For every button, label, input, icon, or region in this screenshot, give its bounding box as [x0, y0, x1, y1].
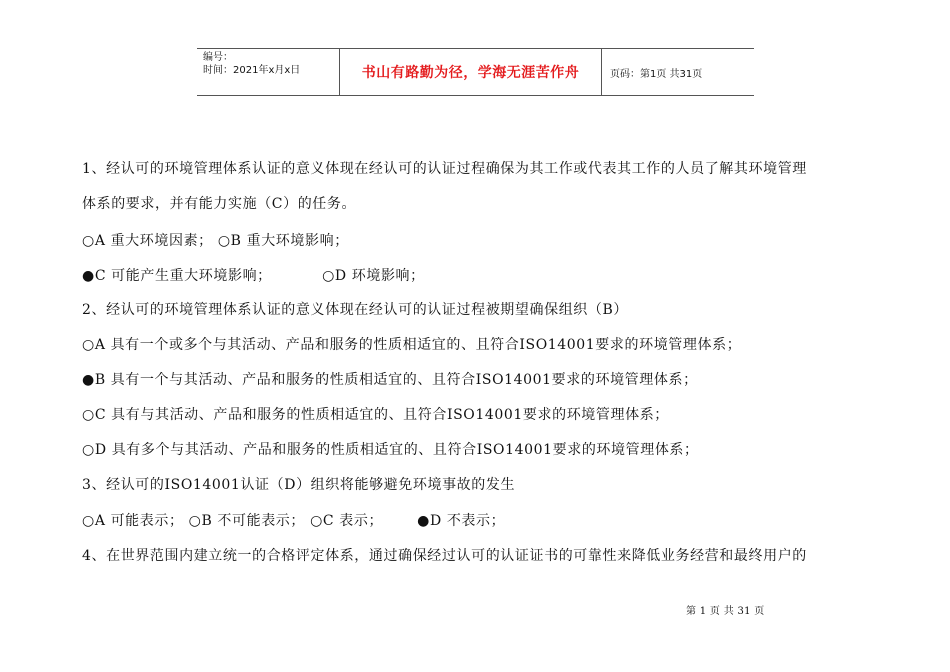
motto-text: 书山有路勤为径，学海无涯苦作舟	[361, 65, 580, 81]
number-label: 编号：	[203, 52, 233, 63]
option-q1-a: ○A 重大环境因素；	[82, 233, 213, 249]
option-q2-a: ○A 具有一个或多个与其活动、产品和服务的性质相适宜的、且符合ISO14001要求的环境管理体系；	[82, 337, 742, 353]
question-2: 2、经认可的环境管理体系认证的意义体现在经认可的认证过程被期望确保组织（B）	[82, 302, 628, 318]
option-q3-d: ●D 不表示；	[417, 513, 506, 529]
option-q3-a: ○A 可能表示；	[82, 513, 184, 529]
header-motto-cell	[340, 49, 602, 95]
question-1-options-row-2	[82, 265, 425, 285]
option-q1-b: ○B 重大环境影响；	[217, 233, 349, 249]
question-3-options-row	[82, 510, 505, 530]
time-label: 时间：2021年x月x日	[203, 65, 301, 76]
question-1-options-row-1	[82, 230, 349, 250]
option-q2-b: ●B 具有一个与其活动、产品和服务的性质相适宜的、且符合ISO14001要求的环境管理体系；	[82, 372, 698, 388]
question-3: 3、经认可的ISO14001认证（D）组织将能够避免环境事故的发生	[82, 477, 516, 493]
question-4: 4、在世界范围内建立统一的合格评定体系，通过确保经过认可的认证证书的可靠性来降低业务经营和最终用户的	[82, 548, 807, 564]
question-1-line-1: 1、经认可的环境管理体系认证的意义体现在经认可的认证过程确保为其工作或代表其工作的人员了解其环境管理	[82, 161, 807, 177]
page-label: 页码：第1页 共31页	[610, 68, 703, 80]
document-header	[197, 48, 754, 96]
option-q1-d: ○D 环境影响；	[322, 268, 425, 284]
option-q2-c: ○C 具有与其活动、产品和服务的性质相适宜的、且符合ISO14001要求的环境管理体系；	[82, 407, 669, 423]
option-q2-d: ○D 具有多个与其活动、产品和服务的性质相适宜的、且符合ISO14001要求的环境管理体系；	[82, 442, 699, 458]
option-q1-c: ●C 可能产生重大环境影响；	[82, 268, 272, 284]
option-q3-b: ○B 不可能表示；	[188, 513, 305, 529]
header-meta	[197, 49, 340, 95]
page-footer: 第 1 页 共 31 页	[686, 606, 765, 617]
option-q3-c: ○C 表示；	[310, 513, 384, 529]
header-page-cell	[602, 49, 754, 95]
question-1-line-2: 体系的要求，并有能力实施（C）的任务。	[82, 196, 357, 212]
